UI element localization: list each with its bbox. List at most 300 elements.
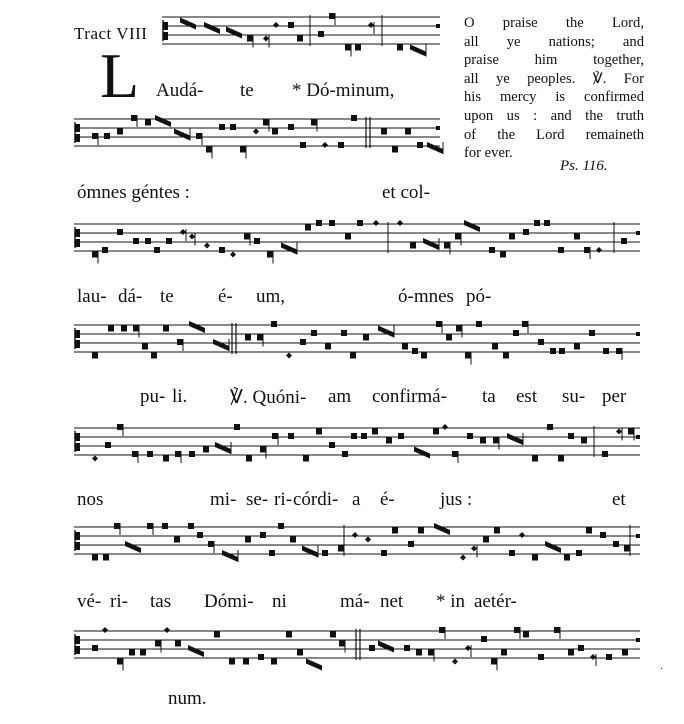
neume-note: [305, 225, 311, 231]
neume-note: [568, 650, 574, 656]
syllable: pu-: [140, 386, 166, 407]
neume-note: [329, 220, 335, 226]
neume-note: [316, 429, 322, 435]
neume-rhombus: [365, 537, 371, 543]
syllable: ta: [482, 386, 496, 407]
neume-rhombus: [164, 627, 170, 633]
neume-note: [452, 451, 458, 457]
neume-rhombus: [180, 229, 186, 235]
neume-note: [189, 451, 195, 457]
syllable: num.: [168, 688, 207, 709]
neume-note: [550, 348, 556, 354]
neume-note: [311, 330, 317, 336]
neume-note: [329, 13, 335, 19]
neume-note: [316, 220, 322, 226]
neume-note: [129, 650, 135, 656]
neume-note: [297, 36, 303, 42]
neume-note: [114, 523, 120, 529]
neume-note: [522, 321, 528, 327]
neume-porrectus: [174, 129, 190, 141]
c-clef: [75, 443, 80, 451]
neume-rhombus: [204, 243, 210, 249]
neume-note: [509, 550, 515, 556]
neume-note: [397, 45, 403, 51]
neume-note: [410, 243, 416, 249]
neume-note: [258, 654, 264, 660]
neume-note: [357, 220, 363, 226]
neume-note: [297, 650, 303, 656]
neume-note: [392, 528, 398, 534]
neume-note: [465, 353, 471, 359]
neume-note: [117, 659, 123, 665]
syllable: ó-mnes: [398, 286, 454, 307]
syllable: ni: [272, 591, 287, 612]
syllable: córdi-: [293, 489, 339, 510]
neume-rhombus: [352, 532, 358, 538]
neume-rhombus: [273, 22, 279, 28]
neume-note: [600, 532, 606, 538]
translation-line: of the Lord remaineth: [464, 126, 644, 143]
neume-rhombus: [465, 645, 471, 651]
neume-note: [197, 532, 203, 538]
neume-note: [92, 645, 98, 651]
neume-note: [602, 451, 608, 457]
neume-note: [513, 330, 519, 336]
neume-note: [260, 532, 266, 538]
neume-note: [278, 523, 284, 529]
neume-note: [145, 238, 151, 244]
neume-note: [133, 238, 139, 244]
neume-note: [509, 234, 515, 240]
neume-note: [381, 550, 387, 556]
neume-note: [538, 339, 544, 345]
neume-note: [589, 330, 595, 336]
neume-note: [175, 641, 181, 647]
neume-note: [188, 523, 194, 529]
translation-line: all ye nations; and: [464, 33, 644, 50]
neume-note: [330, 632, 336, 638]
neume-note: [622, 650, 628, 656]
neume-porrectus: [189, 321, 205, 333]
neume-note: [436, 321, 442, 327]
syllable: aetér-: [474, 591, 517, 612]
neume-note: [177, 339, 183, 345]
neume-note: [246, 456, 252, 462]
neume-note: [142, 344, 148, 350]
syllable: et: [612, 489, 626, 510]
neume-note: [269, 550, 275, 556]
neume-note: [322, 550, 328, 556]
neume-porrectus: [215, 442, 231, 454]
neume-rhombus: [471, 546, 477, 552]
c-clef: [75, 433, 80, 441]
neume-note: [476, 321, 482, 327]
neume-porrectus: [414, 447, 430, 459]
neume-note: [272, 129, 278, 135]
neume-note: [131, 115, 137, 121]
neume-note: [117, 424, 123, 430]
neume-note: [416, 650, 422, 656]
neume-note: [386, 438, 392, 444]
neume-note: [492, 344, 498, 350]
neume-note: [564, 555, 570, 561]
neume-note: [311, 120, 317, 126]
c-clef: [75, 134, 80, 142]
neume-note: [257, 335, 263, 341]
syllable: te: [160, 286, 174, 307]
neume-note: [503, 353, 509, 359]
syllable: * Dó-minum,: [292, 80, 395, 101]
neume-note: [219, 247, 225, 253]
neume-note: [444, 243, 450, 249]
neume-note: [104, 133, 110, 139]
neume-porrectus: [378, 641, 394, 653]
syllable: Audá-: [156, 80, 204, 101]
neume-porrectus: [507, 433, 523, 445]
neume-note: [581, 438, 587, 444]
neume-note: [613, 541, 619, 547]
neume-note: [339, 641, 345, 647]
neume-rhombus: [442, 424, 448, 430]
neume-note: [208, 541, 214, 547]
neume-note: [145, 120, 151, 126]
neume-note: [558, 456, 564, 462]
syllable: et col-: [382, 182, 431, 203]
neume-note: [166, 238, 172, 244]
neume-note: [108, 326, 114, 332]
neume-note: [140, 650, 146, 656]
neume-note: [493, 438, 499, 444]
neume-note: [155, 641, 161, 647]
neume-note: [230, 124, 236, 130]
neume-note: [271, 659, 277, 665]
neume-note: [514, 627, 520, 633]
neume-note: [568, 433, 574, 439]
syllable: per: [602, 386, 627, 407]
neume-porrectus: [306, 659, 322, 671]
neume-rhombus: [263, 36, 269, 42]
neume-note: [439, 627, 445, 633]
neume-note: [175, 451, 181, 457]
c-clef: [75, 229, 80, 237]
neume-porrectus: [281, 243, 297, 255]
syllable: lau-: [77, 286, 107, 307]
neume-rhombus: [452, 659, 458, 665]
c-clef: [75, 532, 80, 540]
neume-note: [303, 456, 309, 462]
neume-rhombus: [460, 555, 466, 561]
neume-note: [544, 220, 550, 226]
neume-note: [260, 447, 266, 453]
neume-note: [350, 353, 356, 359]
neume-note: [554, 627, 560, 633]
syllable: dá-: [118, 286, 143, 307]
syllable: vé-: [77, 591, 102, 612]
neume-note: [338, 546, 344, 552]
neume-note: [117, 129, 123, 135]
neume-note: [102, 247, 108, 253]
neume-porrectus: [180, 18, 196, 30]
neume-note: [318, 31, 324, 37]
neume-note: [621, 238, 627, 244]
neume-note: [121, 326, 127, 332]
neume-note: [363, 335, 369, 341]
neume-note: [245, 537, 251, 543]
syllable: confirmá-: [372, 386, 447, 407]
neume-porrectus: [434, 523, 450, 535]
neume-note: [105, 442, 111, 448]
syllable: um,: [256, 286, 286, 307]
neume-rhombus: [519, 532, 525, 538]
neume-note: [494, 528, 500, 534]
neume-note: [325, 344, 331, 350]
syllable: su-: [562, 386, 586, 407]
syllable: ómnes géntes :: [77, 182, 190, 203]
neume-note: [402, 344, 408, 350]
neume-note: [500, 252, 506, 258]
neume-note: [206, 147, 212, 153]
neume-note: [456, 326, 462, 332]
c-clef: [75, 330, 80, 338]
neume-note: [244, 234, 250, 240]
neume-note: [92, 133, 98, 139]
neume-note: [300, 142, 306, 148]
translation-line: upon us : and the truth: [464, 107, 644, 124]
neume-note: [267, 252, 273, 258]
syllable: pó-: [466, 286, 492, 307]
neume-rhombus: [230, 252, 236, 258]
neume-note: [219, 124, 225, 130]
neume-note: [147, 451, 153, 457]
syllable: ri-: [110, 591, 128, 612]
neume-porrectus: [222, 550, 238, 562]
c-clef: [75, 636, 80, 644]
margin-dot: ·: [660, 664, 664, 675]
neume-note: [92, 252, 98, 258]
neume-note: [491, 659, 497, 665]
neume-note: [398, 433, 404, 439]
syllable: má-: [340, 591, 370, 612]
neume-note: [578, 645, 584, 651]
neume-porrectus: [545, 541, 561, 553]
neume-rhombus: [322, 142, 328, 148]
neume-note: [467, 433, 473, 439]
drop-capital: L: [100, 40, 140, 111]
neume-note: [163, 456, 169, 462]
neume-note: [147, 523, 153, 529]
syllable: li.: [172, 386, 188, 407]
neume-note: [338, 142, 344, 148]
neume-note: [392, 147, 398, 153]
c-clef: [75, 340, 80, 348]
neume-note: [290, 537, 296, 543]
neume-note: [489, 247, 495, 253]
neume-porrectus: [410, 45, 426, 57]
tract-label: Tract VIII: [74, 24, 148, 43]
neume-note: [532, 456, 538, 462]
neume-note: [288, 22, 294, 28]
neume-note: [132, 451, 138, 457]
neume-note: [405, 129, 411, 135]
syllable: é-: [218, 286, 233, 307]
neume-note: [103, 555, 109, 561]
c-clef: [163, 32, 168, 40]
neume-note: [616, 348, 622, 354]
neume-rhombus: [102, 627, 108, 633]
neume-porrectus: [155, 115, 171, 127]
neume-porrectus: [427, 142, 443, 154]
neume-note: [92, 353, 98, 359]
syllable: * in: [436, 591, 466, 612]
neume-note: [288, 433, 294, 439]
c-clef: [75, 646, 80, 654]
neume-note: [163, 326, 169, 332]
neume-note: [214, 632, 220, 638]
neume-note: [480, 438, 486, 444]
neume-note: [92, 555, 98, 561]
neume-note: [229, 659, 235, 665]
neume-note: [628, 429, 634, 435]
neume-note: [288, 124, 294, 130]
neume-note: [446, 335, 452, 341]
syllable: tas: [150, 591, 172, 612]
neume-note: [342, 451, 348, 457]
neume-note: [417, 142, 423, 148]
neume-note: [361, 433, 367, 439]
neume-note: [523, 632, 529, 638]
neume-rhombus: [616, 429, 622, 435]
custos: [436, 24, 440, 28]
neume-note: [586, 528, 592, 534]
neume-note: [355, 45, 361, 51]
neume-note: [455, 234, 461, 240]
syllable: mi-: [210, 489, 237, 510]
syllable: am: [328, 386, 352, 407]
neume-note: [574, 344, 580, 350]
neume-note: [345, 45, 351, 51]
psalm-reference: Ps. 116.: [560, 158, 608, 174]
c-clef: [75, 542, 80, 550]
neume-note: [196, 133, 202, 139]
neume-porrectus: [188, 645, 204, 657]
neume-rhombus: [189, 234, 195, 240]
syllable: ℣. Quóni-: [230, 387, 307, 408]
neume-porrectus: [125, 541, 141, 553]
neume-note: [174, 537, 180, 543]
neume-note: [133, 326, 139, 332]
neume-note: [369, 645, 375, 651]
translation-line: his mercy is confirmed: [464, 89, 644, 106]
custos: [636, 638, 640, 642]
neume-porrectus: [464, 220, 480, 232]
neume-note: [558, 247, 564, 253]
neume-note: [151, 353, 157, 359]
neume-note: [534, 220, 540, 226]
neume-note: [433, 429, 439, 435]
neume-note: [412, 348, 418, 354]
neume-note: [271, 321, 277, 327]
neume-note: [234, 424, 240, 430]
neume-note: [501, 650, 507, 656]
neume-note: [404, 645, 410, 651]
neume-note: [272, 433, 278, 439]
neume-note: [547, 424, 553, 430]
c-clef: [163, 22, 168, 30]
neume-porrectus: [213, 339, 229, 351]
syllable: net: [380, 591, 404, 612]
neume-note: [538, 654, 544, 660]
syllable: jus :: [440, 489, 473, 510]
neume-note: [117, 229, 123, 235]
neume-porrectus: [302, 546, 318, 558]
neume-note: [345, 234, 351, 240]
neume-rhombus: [92, 456, 98, 462]
custos: [636, 435, 640, 439]
neume-note: [574, 234, 580, 240]
translation-line: for ever.: [464, 145, 513, 162]
syllable: a: [352, 489, 361, 510]
neume-note: [532, 555, 538, 561]
neume-note: [254, 238, 260, 244]
neume-note: [263, 120, 269, 126]
translation-line: O praise the Lord,: [464, 15, 644, 31]
neume-note: [372, 429, 378, 435]
neume-note: [154, 247, 160, 253]
neume-note: [603, 348, 609, 354]
neume-porrectus: [204, 22, 220, 34]
neume-note: [381, 129, 387, 135]
neume-note: [247, 36, 253, 42]
syllable: ri-: [274, 489, 292, 510]
neume-note: [351, 115, 357, 121]
syllable: se-: [246, 489, 269, 510]
neume-note: [418, 528, 424, 534]
neume-note: [240, 147, 246, 153]
neume-rhombus: [596, 247, 602, 253]
neume-note: [341, 330, 347, 336]
neume-note: [523, 229, 529, 235]
c-clef: [75, 239, 80, 247]
neume-note: [351, 433, 357, 439]
neume-note: [300, 339, 306, 345]
neume-note: [162, 523, 168, 529]
translation-line: all ye peoples. ℣. For: [464, 70, 644, 87]
custos: [636, 231, 640, 235]
neume-note: [428, 650, 434, 656]
neume-note: [576, 550, 582, 556]
neume-note: [481, 636, 487, 642]
custos: [636, 332, 640, 336]
neume-note: [203, 447, 209, 453]
neume-note: [243, 659, 249, 665]
custos: [636, 534, 640, 538]
neume-porrectus: [378, 326, 394, 338]
neume-rhombus: [253, 129, 259, 135]
custos: [436, 126, 440, 130]
neume-note: [421, 353, 427, 359]
neume-note: [286, 632, 292, 638]
neume-note: [584, 247, 590, 253]
syllable: est: [516, 386, 538, 407]
neume-note: [408, 541, 414, 547]
syllable: nos: [77, 489, 104, 510]
neume-rhombus: [368, 22, 374, 28]
neume-note: [606, 654, 612, 660]
neume-porrectus: [226, 27, 242, 39]
c-clef: [75, 124, 80, 132]
syllable: te: [240, 80, 254, 101]
neume-porrectus: [423, 238, 439, 250]
